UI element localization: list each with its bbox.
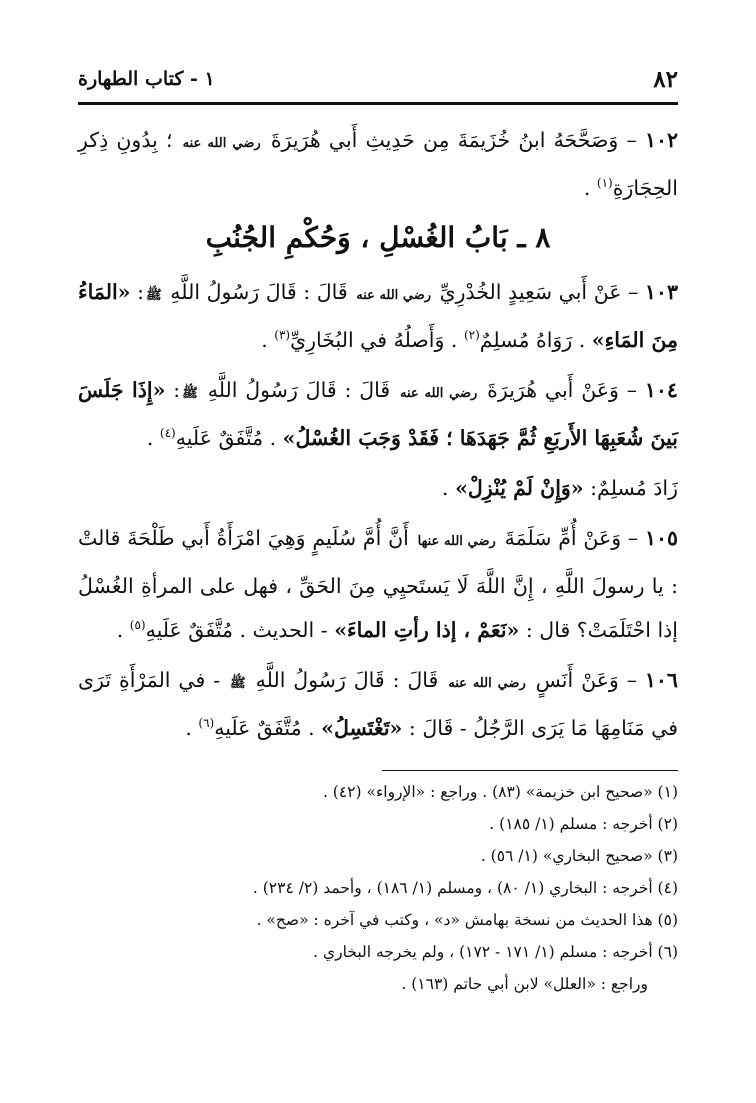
hadith-text: قَالَ : قَالَ رَسُولُ اللَّهِ <box>170 280 348 304</box>
hadith-text: عَنْ أَبي سَعِيدٍ الخُدْرِيِّ <box>439 280 622 304</box>
honorific-symbol: رضي الله عنه <box>448 676 526 691</box>
hadith-quote: «تَغْتَسِلُ» <box>321 716 403 740</box>
hadith-number: ١٠٣ <box>644 280 678 304</box>
period: . <box>185 716 192 740</box>
honorific-symbol: رضي الله عنه <box>356 288 432 303</box>
footnote-ref[interactable]: (٦) <box>198 716 215 731</box>
hadith-number: ١٠٤ <box>644 378 678 402</box>
period: . <box>261 328 268 352</box>
honorific-symbol: رضي الله عنه <box>182 136 261 151</box>
hadith-number: ١٠٥ <box>644 526 678 550</box>
main-text <box>78 118 678 756</box>
hadith-text: قَالَ : قَالَ رَسُولُ اللَّهِ <box>207 378 391 402</box>
hadith-number: ١٠٢ <box>644 128 678 152</box>
hadith-text: قَالَ : قَالَ رَسُولُ اللَّهِ <box>255 668 439 692</box>
period: . <box>146 426 154 450</box>
hadith-text: أَنَّ أُمَّ سُلَيمٍ وَهِيَ امْرَأَةُ أَبي طَلْحَةَ قالتْ : يا رسولَ اللَّهِ ، إِنَّ اللَّهَ لَا يَستَحيِي مِنَ الحَقِّ ، فهل على المرأةِ الغُسْلُ إذا احْتَلَمَتْ؟ قال : <box>78 526 678 642</box>
hadith-text: . وَأَصلُهُ في البُخَارِيِّ <box>290 328 458 352</box>
hadith-102: ١٠٢ – وَصَحَّحَهُ ابنُ خُزَيمَةَ مِن حَدِيثِ أَبي هُرَيرَةَ رضي الله عنه ؛ بِدُونِ ذِكرِ الحِجَارَةِ$^{(١)}$ . <box>78 128 678 200</box>
prophet-blessing-symbol: ﷺ <box>230 676 246 691</box>
running-header <box>78 62 678 96</box>
footnote-5: (٥) هذا الحديث من نسخة بهامش «د» ، وكتب في آخره : «صح» . <box>256 911 678 929</box>
hadith-text: - في المَرْأَةِ تَرَى في مَنَامِهَا مَا يَرَى الرَّجُلُ - قَالَ : <box>78 668 678 740</box>
footnote-2: (٢) أخرجه : مسلم (١/ ١٨٥) . <box>489 815 678 833</box>
honorific-symbol: رضي الله عنها <box>417 534 496 549</box>
header-divider <box>78 102 678 105</box>
colon: : <box>137 280 144 304</box>
section-title: ٨ ـ بَابُ الغُسْلِ ، وَحُكْمِ الجُنُبِ <box>205 221 551 254</box>
footnote-ref[interactable]: (٥) <box>129 618 146 633</box>
honorific-symbol: رضي الله عنه <box>399 386 478 401</box>
hadith-text: وَعَنْ أَبي هُرَيرَةَ <box>487 378 619 402</box>
hadith-text: وَصَحَّحَهُ ابنُ خُزَيمَةَ مِن حَدِيثِ أَبي هُرَيرَةَ <box>270 128 619 152</box>
footnote-ref[interactable]: (٣) <box>274 328 291 343</box>
hadith-quote: «إِذَا جَلَسَ بَينَ شُعَبِهَا الأَربَعِ ثُمَّ جَهَدَهَا ؛ فَقَدْ وَجَبَ الغُسْلُ» <box>78 378 678 450</box>
hadith-text: وَعَنْ أَنَسٍ <box>535 668 619 692</box>
footnote-6-continuation: وراجع : «العلل» لابن أبي حاتم (١٦٣) . <box>401 975 648 993</box>
hadith-text: . مُتَّفَقٌ عَلَيهِ <box>214 716 315 740</box>
hadith-text: - الحديث . مُتَّفَقٌ عَلَيهِ <box>145 618 328 642</box>
hadith-103: ١٠٣ – عَنْ أَبي سَعِيدٍ الخُدْرِيِّ رضي الله عنه قَالَ : قَالَ رَسُولُ اللَّهِ ﷺ: «المَاءُ مِنَ المَاءِ» . رَوَاهُ مُسلِمٌ$^{(٢)}$ . وَأَصلُهُ في البُخَارِيِّ$^{(٣)}$ . <box>78 280 678 352</box>
hadith-quote: «المَاءُ مِنَ المَاءِ» <box>78 280 678 352</box>
hadith-quote: «وَإِنْ لَمْ يُنْزِلْ» <box>455 476 584 500</box>
footnote-1: (١) «صحيح ابن خزيمة» (٨٣) . وراجع : «الإرواء» (٤٢) . <box>322 783 678 801</box>
chapter-title: ١ - كتاب الطهارة <box>78 68 215 90</box>
hadith-text: وَعَنْ أُمِّ سَلَمَةَ <box>504 526 622 550</box>
hadith-104: ١٠٤ – وَعَنْ أَبي هُرَيرَةَ رضي الله عنه قَالَ : قَالَ رَسُولُ اللَّهِ ﷺ: «إِذَا جَلَسَ بَينَ شُعَبِهَا الأَربَعِ ثُمَّ جَهَدَهَا ؛ فَقَدْ وَجَبَ الغُسْلُ» . مُتَّفَقٌ عَلَيهِ$^{(٤)}$ . <box>78 378 678 450</box>
addition-lead: زَادَ مُسلِمٌ: <box>590 476 678 500</box>
hadith-text: ؛ بِدُونِ ذِكرِ الحِجَارَةِ <box>78 128 678 200</box>
colon: : <box>173 378 181 402</box>
period: . <box>583 176 591 200</box>
footnote-ref[interactable]: (٢) <box>463 328 480 343</box>
footnote-divider <box>382 770 678 771</box>
footnote-6: (٦) أخرجه : مسلم (١/ ١٧١ - ١٧٢) ، ولم يخرجه البخاري . <box>313 943 678 961</box>
hadith-number: ١٠٦ <box>644 668 678 692</box>
period: . <box>116 618 124 642</box>
hadith-quote: «نَعَمْ ، إذا رأتِ الماءَ» <box>334 618 520 642</box>
hadith-text: . رَوَاهُ مُسلِمٌ <box>479 328 586 352</box>
hadith-106: ١٠٦ – وَعَنْ أَنَسٍ رضي الله عنه قَالَ : قَالَ رَسُولُ اللَّهِ ﷺ - في المَرْأَةِ تَرَى في مَنَامِهَا مَا يَرَى الرَّجُلُ - قَالَ : «تَغْتَسِلُ» . مُتَّفَقٌ عَلَيهِ$^{(٦)}$ . <box>78 668 678 740</box>
footnote-ref[interactable]: (٤) <box>159 426 176 441</box>
footnote-ref[interactable]: (١) <box>596 176 613 191</box>
period: . <box>442 476 449 500</box>
footnote-3: (٣) «صحيح البخاري» (١/ ٥٦) . <box>480 847 678 865</box>
footnote-4: (٤) أخرجه : البخاري (١/ ٨٠) ، ومسلم (١/ ١٨٦) ، وأحمد (٢/ ٢٣٤) . <box>252 879 678 897</box>
prophet-blessing-symbol: ﷺ <box>146 288 162 303</box>
hadith-104-addition <box>78 466 678 510</box>
footnotes <box>78 776 678 1000</box>
prophet-blessing-symbol: ﷺ <box>182 386 198 401</box>
hadith-text: . مُتَّفَقٌ عَلَيهِ <box>175 426 277 450</box>
hadith-105: ١٠٥ – وَعَنْ أُمِّ سَلَمَةَ رضي الله عنها أَنَّ أُمَّ سُلَيمٍ وَهِيَ امْرَأَةُ أَبي طَلْحَةَ قالتْ : يا رسولَ اللَّهِ ، إِنَّ اللَّهَ لَا يَستَحيِي مِنَ الحَقِّ ، فهل على المرأةِ الغُسْلُ إذا احْتَلَمَتْ؟ قال : «نَعَمْ ، إذا رأتِ الماءَ» - الحديث . مُتَّفَقٌ عَلَيهِ$^{(٥)}$ . <box>78 526 678 642</box>
page-number: ٨٢ <box>653 65 678 93</box>
